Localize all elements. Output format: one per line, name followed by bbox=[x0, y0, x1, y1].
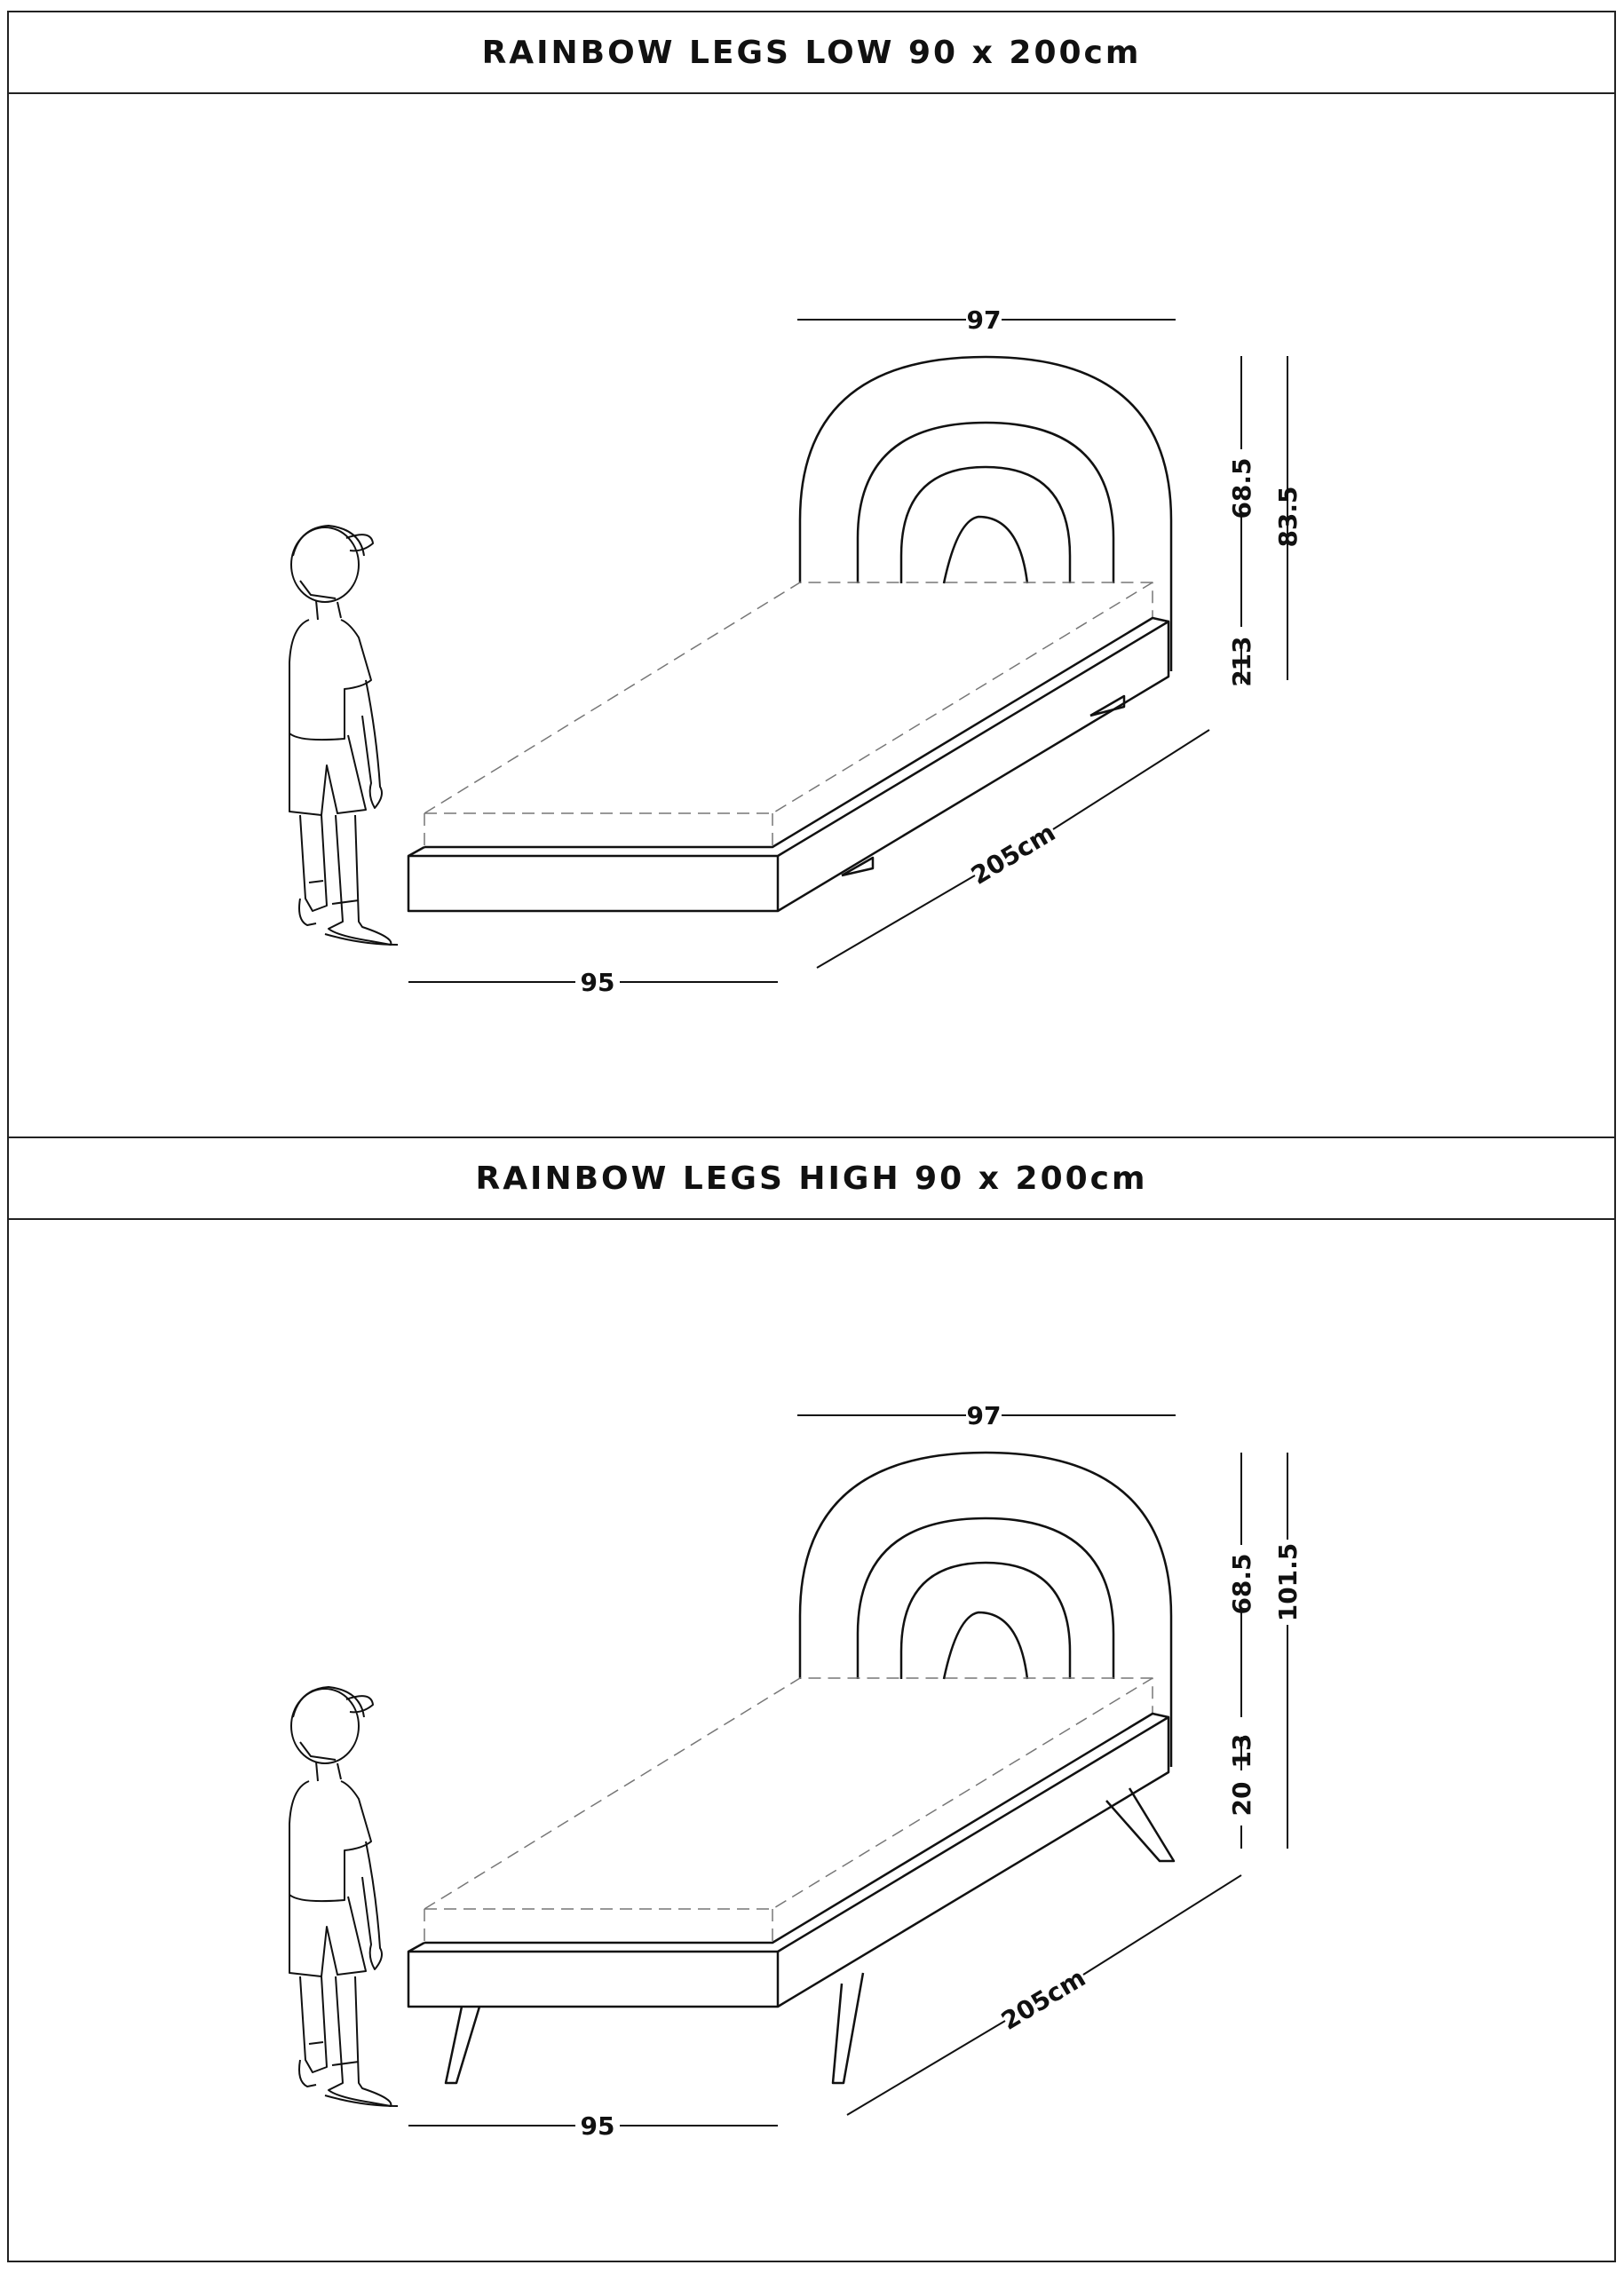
mattress-outline bbox=[424, 582, 1153, 847]
dim-base-lower: 2 bbox=[1227, 669, 1256, 687]
child-figure bbox=[289, 1687, 398, 2106]
dim-length: 205cm bbox=[965, 817, 1061, 891]
rainbow-headboard bbox=[800, 357, 1171, 671]
dim-base-height: 13 bbox=[1227, 636, 1256, 671]
bed-base bbox=[408, 618, 1168, 911]
dim-base-height: 13 bbox=[1227, 1733, 1256, 1769]
dim-width: 95 bbox=[580, 968, 615, 997]
dim-total-height: 83.5 bbox=[1273, 486, 1303, 548]
dim-headboard-height: 68.5 bbox=[1227, 457, 1256, 519]
diagram-high bbox=[7, 1220, 1616, 2261]
section-title-low: RAINBOW LEGS LOW 90 x 200cm bbox=[7, 12, 1616, 94]
mattress-outline bbox=[424, 1678, 1153, 1943]
child-figure bbox=[289, 526, 398, 945]
section-title-high: RAINBOW LEGS HIGH 90 x 200cm bbox=[7, 1136, 1616, 1220]
dim-width: 95 bbox=[580, 2111, 615, 2141]
dimension-lines bbox=[408, 1415, 1287, 2126]
rainbow-headboard bbox=[800, 1453, 1171, 1767]
dim-headboard-height: 68.5 bbox=[1227, 1553, 1256, 1615]
bed-legs bbox=[446, 1788, 1174, 2083]
diagram-low bbox=[7, 94, 1616, 1135]
dim-headboard-width: 97 bbox=[966, 305, 1002, 335]
dim-headboard-width: 97 bbox=[966, 1401, 1002, 1430]
dimension-lines bbox=[408, 320, 1287, 982]
bed-base bbox=[408, 1714, 1168, 2007]
dim-leg-height: 20 bbox=[1227, 1781, 1256, 1817]
dim-total-height: 101.5 bbox=[1273, 1542, 1303, 1622]
dim-length: 205cm bbox=[995, 1962, 1091, 2036]
